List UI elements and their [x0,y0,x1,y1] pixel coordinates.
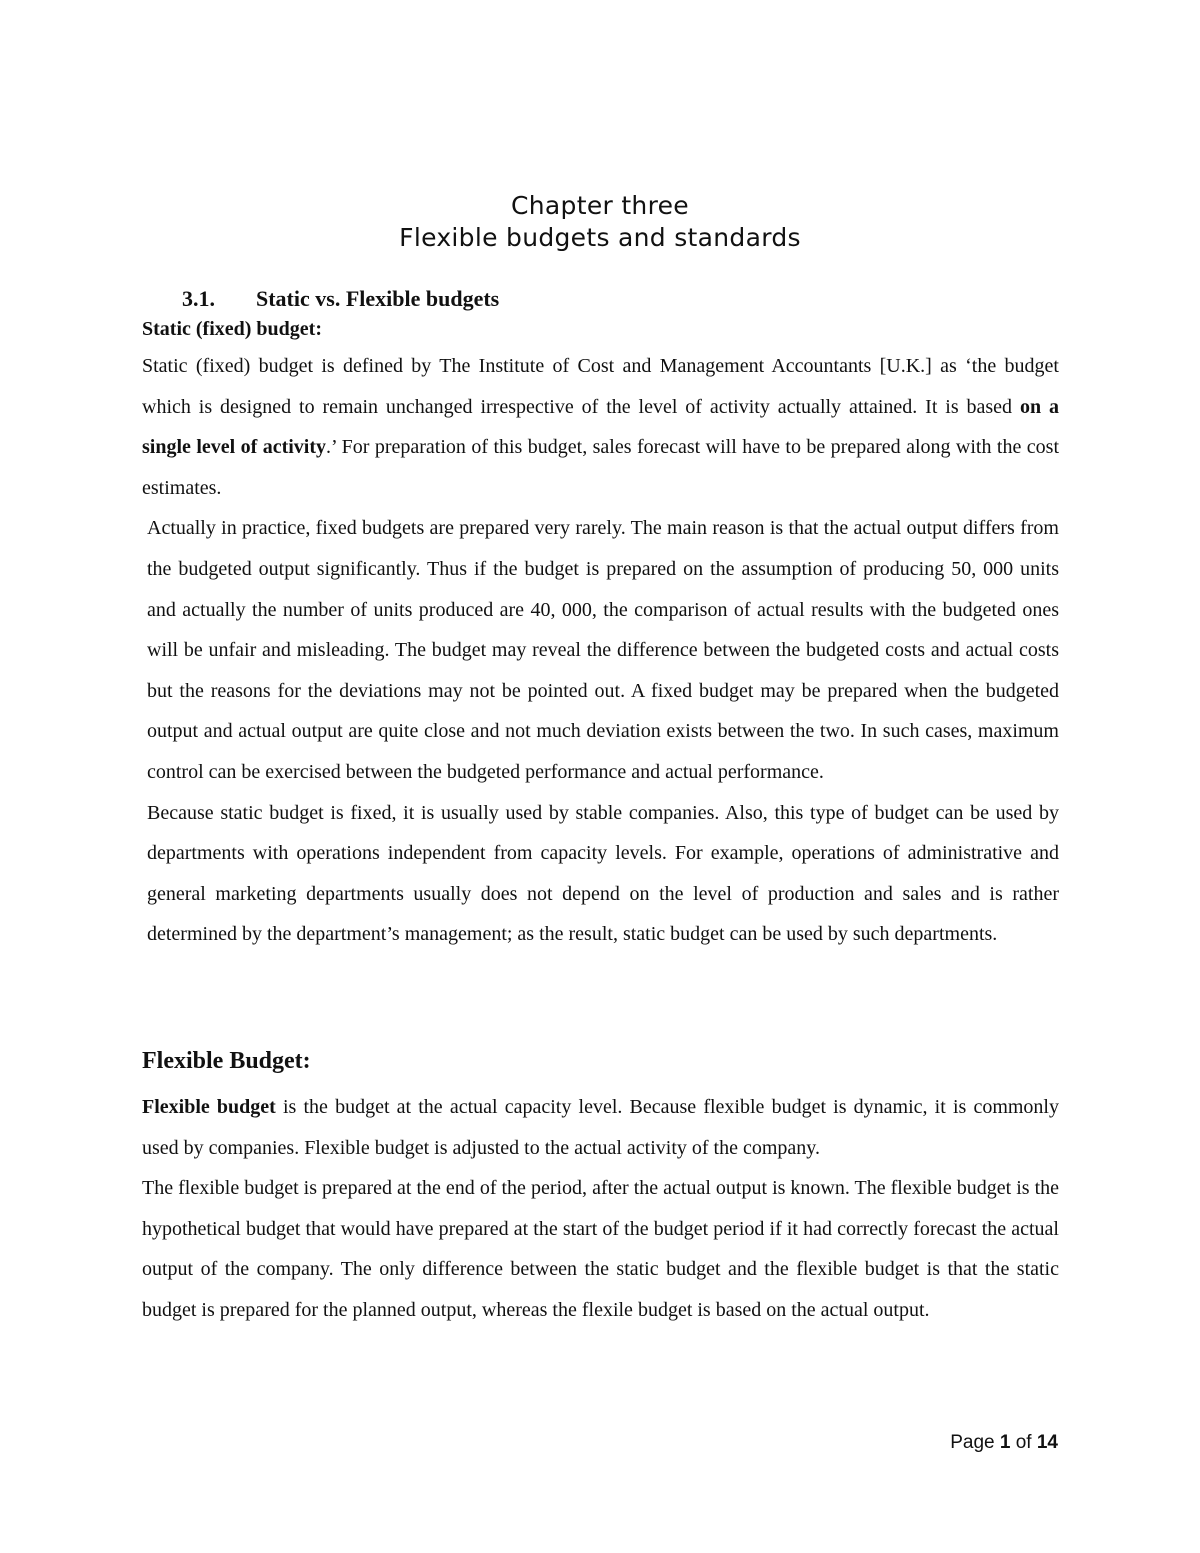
static-paragraph-1 [142,346,1059,508]
footer-page-word: Page [950,1432,995,1453]
flexible-paragraph-1 [142,1087,1059,1168]
section-heading [182,284,499,314]
footer-total-pages: 14 [1036,1432,1058,1453]
static-paragraph-2: Actually in practice, fixed budgets are prepared very rarely. The main reason is that the actual output differs from the budgeted output significantly. Thus if the budget is prepared on the assumption of producing 50, 000 units and actually the number of units produced are 40, 000, the comparison of actual results with the budgeted ones will be unfair and misleading. The budget may reveal the difference between the budgeted costs and actual costs but the reasons for the deviations may not be pointed out. A fixed budget may be prepared when the budgeted output and actual output are quite close and not much deviation exists between the two. In such cases, maximum control can be exercised between the budgeted performance and actual performance. [147,517,1059,783]
flexible-paragraph-1-emphasis: Flexible budget [142,1096,276,1118]
footer-of-word: of [1015,1432,1032,1453]
static-paragraph-1-text-b: .’ For preparation of this budget, sales forecast will have to be prepared along with the cost estimates. [142,436,1060,499]
chapter-title-line-2: Flexible budgets and standards [399,223,801,252]
static-paragraph-1-text-a: Static (fixed) budget is defined by The Institute of Cost and Management Accountants [U.K.] as ‘the budget which is designed to remain unchanged irrespective of the level of activity actually attained. It is based [142,355,1059,418]
chapter-title-line-1: Chapter three [511,191,689,220]
flexible-budget-body [142,1087,1059,1331]
chapter-title [0,190,1200,254]
flexible-budget-heading: Flexible Budget: [142,1048,311,1074]
page-number-footer [950,1430,1058,1456]
static-budget-body [142,346,1059,955]
static-budget-heading: Static (fixed) budget: [142,318,322,340]
section-title: Static vs. Flexible budgets [256,286,500,311]
static-paragraph-3: Because static budget is fixed, it is usually used by stable companies. Also, this type of budget can be used by departments with operations independent from capacity levels. For example, operations of administrative and general marketing departments usually does not depend on the level of production and sales and is rather determined by the department’s management; as the result, static budget can be used by such departments. [147,801,1059,946]
footer-current-page: 1 [999,1432,1011,1453]
static-paragraph-1-emphasis: on a single level of activity [142,395,1059,459]
section-number: 3.1. [182,286,215,311]
flexible-paragraph-2: The flexible budget is prepared at the end of the period, after the actual output is known. The flexible budget is the hypothetical budget that would have prepared at the start of the budget period if it had correctly forecast the actual output of the company. The only difference between the static budget and the flexible budget is that the static budget is prepared for the planned output, whereas the flexile budget is based on the actual output. [142,1177,1059,1321]
flexible-paragraph-1-text: is the budget at the actual capacity level. Because flexible budget is dynamic, it is commonly used by companies. Flexible budget is adjusted to the actual activity of the company. [142,1096,1059,1159]
